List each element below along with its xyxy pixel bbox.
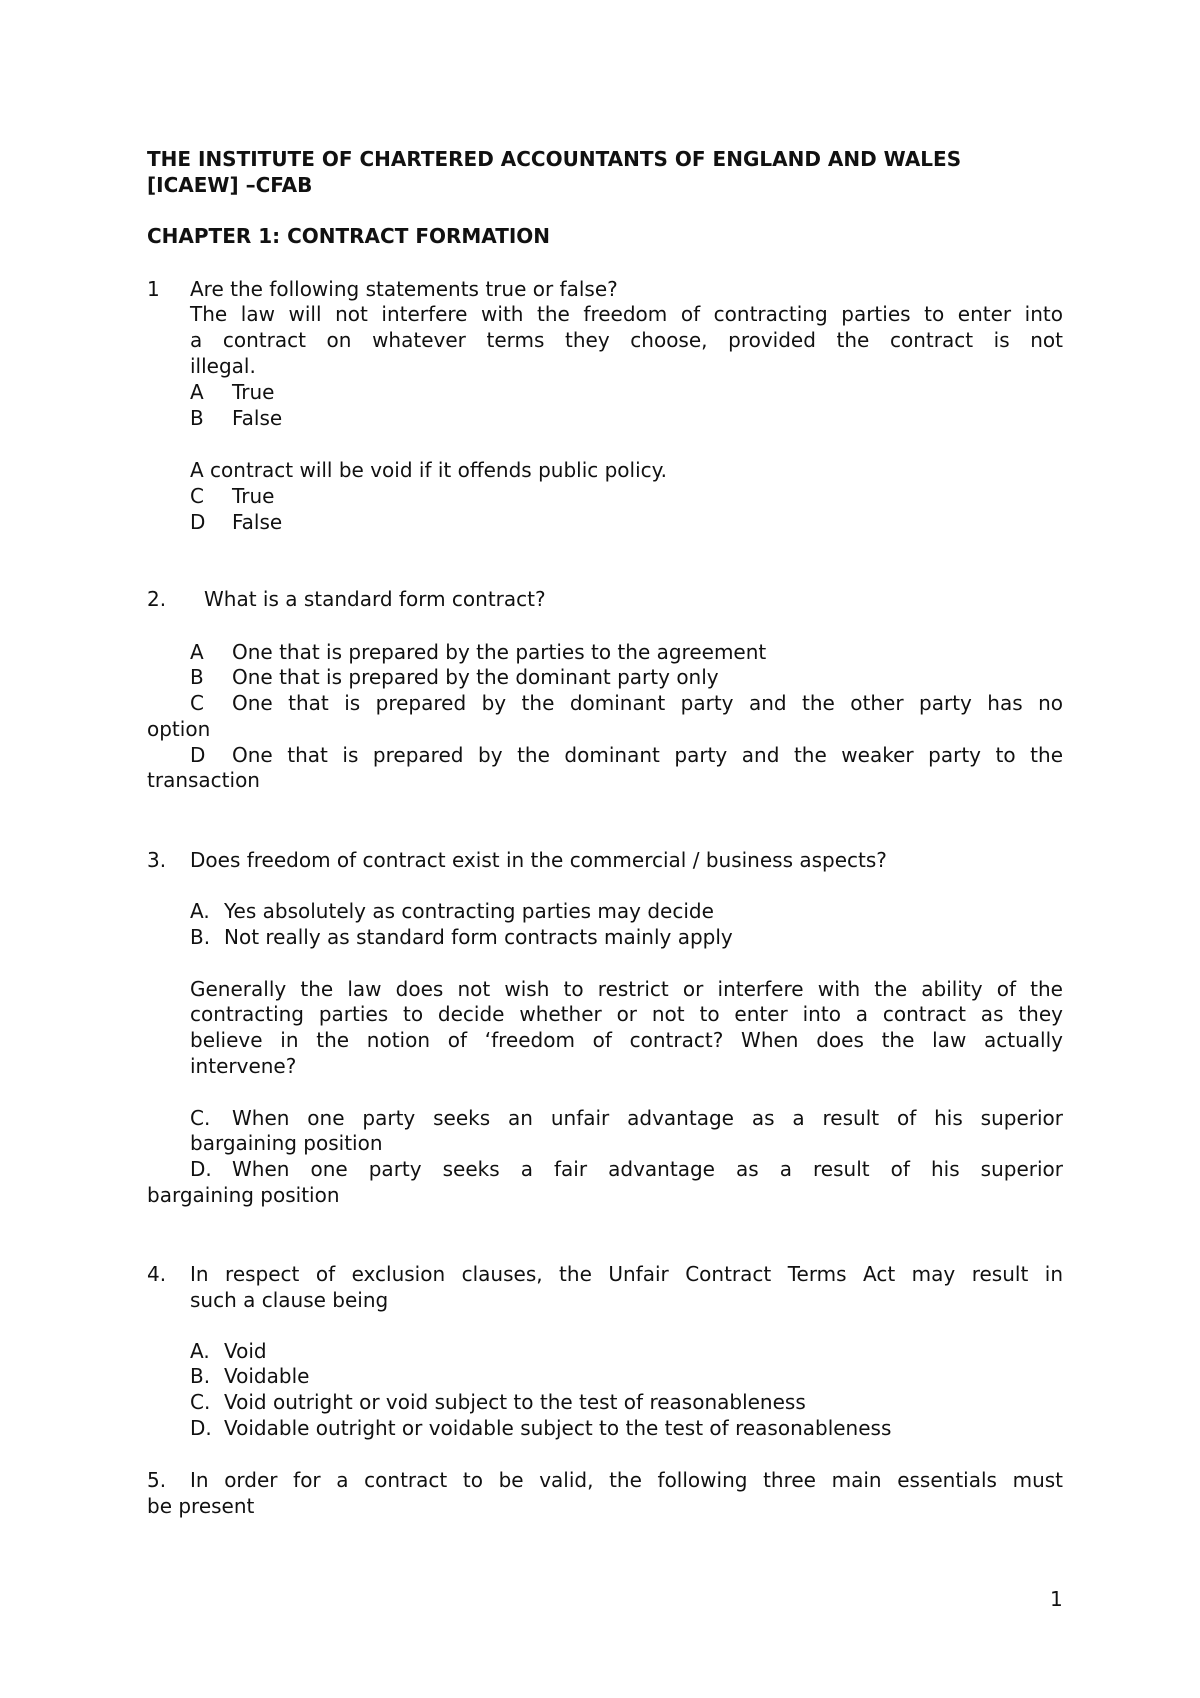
q2-option-letter: A — [190, 640, 204, 664]
q2-option-letter: D — [190, 743, 206, 767]
q2-option-continuation: transaction — [147, 768, 260, 792]
chapter-heading: CHAPTER 1: CONTRACT FORMATION — [147, 224, 551, 248]
q4-option-text: Void — [224, 1339, 267, 1363]
q1-option-text: False — [232, 406, 283, 430]
q1-option-letter: C — [190, 484, 204, 508]
q1-prompt: Are the following statements true or false? — [190, 277, 618, 301]
q3-option-letter: D. — [190, 1157, 212, 1181]
q2-option-text: One that is prepared by the parties to the agreement — [232, 640, 767, 664]
q1-statement1-line1: The law will not interfere with the freedom of contracting parties to enter into — [190, 302, 1063, 326]
q4-option-letter: D. — [190, 1416, 212, 1440]
q1-statement2: A contract will be void if it offends public policy. — [190, 458, 667, 482]
q1-number: 1 — [147, 277, 160, 301]
q4-option-letter: B. — [190, 1364, 211, 1388]
q4-prompt-line1: In respect of exclusion clauses, the Unfair Contract Terms Act may result in — [190, 1262, 1063, 1286]
q1-option-text: True — [232, 380, 275, 404]
q3-option-letter: A. — [190, 899, 210, 923]
q3-number: 3. — [147, 848, 167, 872]
q3-option-letter: C. — [190, 1106, 211, 1130]
q2-option-continuation: option — [147, 717, 211, 741]
q2-option-text: One that is prepared by the dominant party only — [232, 665, 719, 689]
q3-prompt: Does freedom of contract exist in the commercial / business aspects? — [190, 848, 887, 872]
page-number: 1 — [1050, 1587, 1063, 1611]
q1-option-text: False — [232, 510, 283, 534]
q5-prompt-line2: be present — [147, 1494, 255, 1518]
q5-prompt-line1: In order for a contract to be valid, the following three main essentials must — [190, 1468, 1063, 1492]
institute-title-line1: THE INSTITUTE OF CHARTERED ACCOUNTANTS OF ENGLAND AND WALES — [147, 147, 962, 171]
q2-option-text: One that is prepared by the dominant party and the other party has no — [232, 691, 1063, 715]
q4-option-letter: A. — [190, 1339, 210, 1363]
q3-option-text: Not really as standard form contracts mainly apply — [224, 925, 733, 949]
q1-option-letter: D — [190, 510, 206, 534]
q4-option-text: Voidable — [224, 1364, 310, 1388]
q3-paragraph-line4: intervene? — [190, 1054, 297, 1078]
q4-option-text: Voidable outright or voidable subject to the test of reasonableness — [224, 1416, 892, 1440]
q3-option-c-line2: bargaining position — [190, 1131, 383, 1155]
q3-paragraph-line2: contracting parties to decide whether or not to enter into a contract as they — [190, 1002, 1063, 1026]
q3-option-letter: B. — [190, 925, 211, 949]
q3-option-d-line1: When one party seeks a fair advantage as a result of his superior — [232, 1157, 1063, 1181]
q4-option-text: Void outright or void subject to the test of reasonableness — [224, 1390, 806, 1414]
q2-option-text: One that is prepared by the dominant party and the weaker party to the — [232, 743, 1063, 767]
institute-title-line2: [ICAEW] –CFAB — [147, 173, 313, 197]
q2-option-letter: C — [190, 691, 204, 715]
q1-option-text: True — [232, 484, 275, 508]
q1-statement1-line2: a contract on whatever terms they choose, provided the contract is not — [190, 328, 1063, 352]
q2-number: 2. — [147, 587, 167, 611]
q3-option-d-line2: bargaining position — [147, 1183, 340, 1207]
q5-number: 5. — [147, 1468, 167, 1492]
q3-option-text: Yes absolutely as contracting parties may decide — [224, 899, 714, 923]
q3-paragraph-line1: Generally the law does not wish to restrict or interfere with the ability of the — [190, 977, 1063, 1001]
q3-paragraph-line3: believe in the notion of ‘freedom of contract? When does the law actually — [190, 1028, 1063, 1052]
q4-number: 4. — [147, 1262, 167, 1286]
q1-option-letter: A — [190, 380, 204, 404]
q2-prompt: What is a standard form contract? — [204, 587, 546, 611]
q4-option-letter: C. — [190, 1390, 211, 1414]
q4-prompt-line2: such a clause being — [190, 1288, 389, 1312]
q1-statement1-line3: illegal. — [190, 354, 256, 378]
q3-option-c-line1: When one party seeks an unfair advantage as a result of his superior — [232, 1106, 1063, 1130]
q2-option-letter: B — [190, 665, 204, 689]
q1-option-letter: B — [190, 406, 204, 430]
